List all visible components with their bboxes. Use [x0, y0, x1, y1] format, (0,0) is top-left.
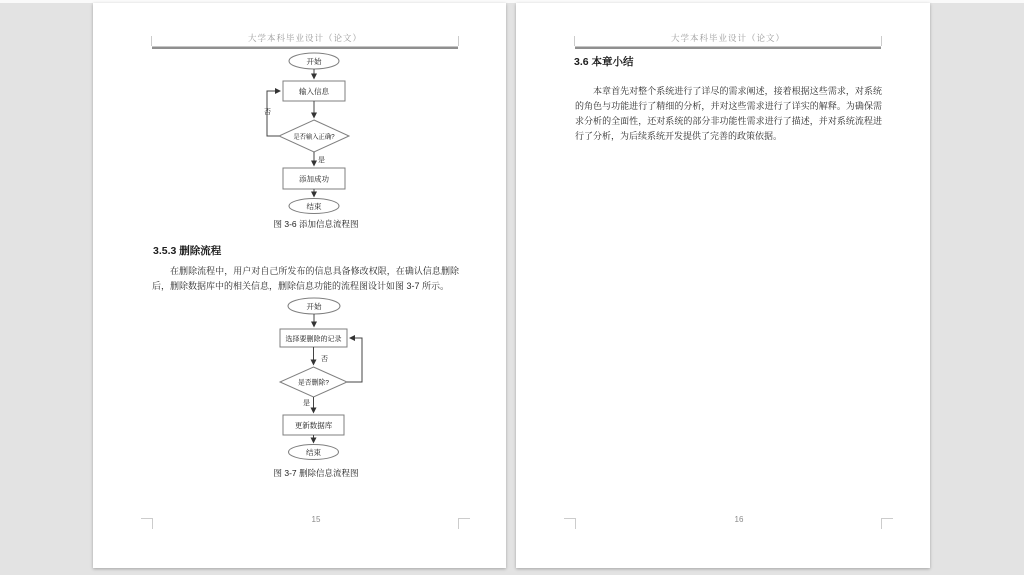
edge-label-no: 否 — [321, 356, 328, 363]
body-paragraph: 本章首先对整个系统进行了详尽的需求阐述，接着根据这些需求，对系统的角色与功能进行了精细的分析，并对这些需求进行了详实的解释。为确保需求分析的全面性，还对系统的部分非功能性需求进行了描述，并对系统流程进行了分析，为后续系统开发提供了完善的政策依据。 — [575, 86, 882, 141]
node-label-success: 添加成功 — [299, 174, 329, 184]
corner-mark — [458, 36, 459, 46]
corner-mark — [881, 518, 893, 529]
node-label-start: 开始 — [306, 301, 322, 311]
page-header-title: 大学本科毕业设计（论文） — [670, 33, 785, 43]
page-16[interactable] — [516, 3, 930, 568]
corner-mark — [151, 36, 152, 46]
node-label-end: 结束 — [306, 447, 321, 457]
flowchart-delete-info[interactable] — [261, 295, 376, 463]
figure-caption-3-7: 图 3-7 删除信息流程图 — [273, 468, 359, 478]
corner-mark — [881, 36, 882, 46]
header-rule — [152, 47, 458, 49]
node-label-start: 开始 — [306, 56, 322, 66]
node-label-select: 选择要删除的记录 — [285, 335, 342, 343]
section-heading-3-6: 3.6 本章小结 — [574, 56, 634, 68]
section-heading-3-5-3: 3.5.3 删除流程 — [153, 245, 222, 257]
loop-no-path — [347, 338, 362, 382]
header-rule — [575, 47, 881, 49]
node-label-decision: 是否删除? — [298, 379, 329, 387]
edge-label-yes: 是 — [318, 157, 325, 164]
corner-mark — [564, 518, 576, 529]
edge-label-no: 否 — [264, 109, 271, 116]
node-label-decision: 是否输入正确? — [293, 133, 335, 141]
page-15[interactable] — [93, 3, 506, 568]
flowchart-add-info[interactable] — [261, 50, 371, 220]
corner-mark — [141, 518, 153, 529]
page-number: 16 — [734, 515, 744, 524]
figure-caption-3-6: 图 3-6 添加信息流程图 — [273, 219, 359, 229]
corner-mark — [458, 518, 470, 529]
node-label-end: 结束 — [306, 201, 322, 211]
node-label-update: 更新数据库 — [294, 421, 333, 430]
corner-mark — [574, 36, 575, 46]
page-header-title: 大学本科毕业设计（论文） — [247, 33, 362, 43]
body-paragraph: 在删除流程中，用户对自己所发布的信息具备修改权限，在确认信息删除后，删除数据库中的相关信息，删除信息功能的流程图设计如图 3-7 所示。 — [152, 266, 459, 291]
edge-label-yes: 是 — [303, 400, 310, 407]
node-label-input: 输入信息 — [299, 86, 329, 96]
page-number: 15 — [311, 515, 321, 524]
